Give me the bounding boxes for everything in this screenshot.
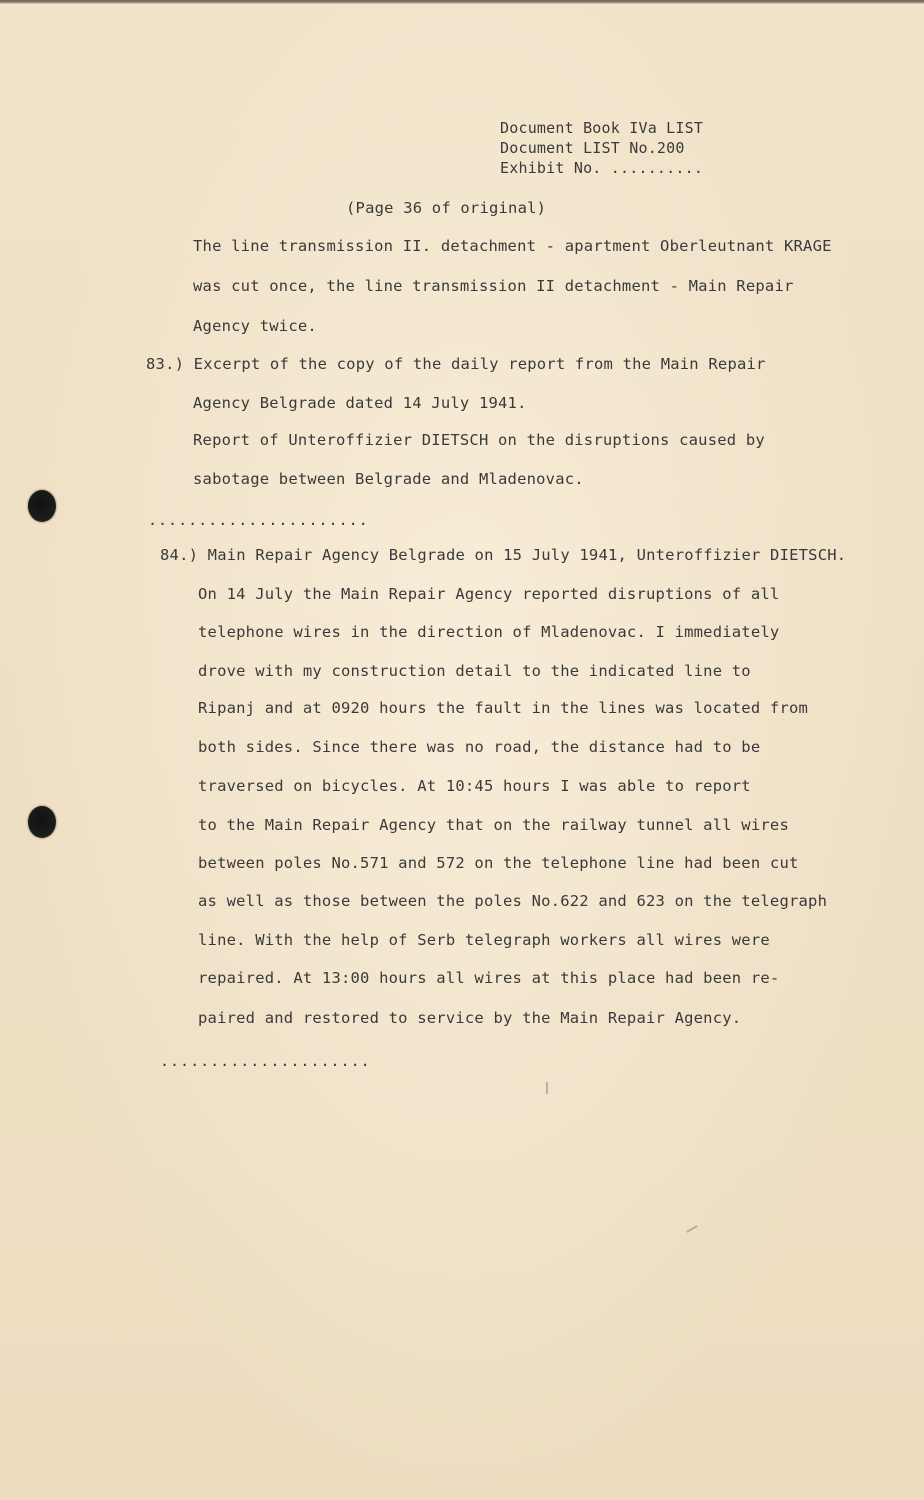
item-84-line: drove with my construction detail to the indicated line to	[198, 662, 751, 680]
item-84-line: to the Main Repair Agency that on the railway tunnel all wires	[198, 816, 789, 834]
header-exhibit-number: Exhibit No. ..........	[500, 159, 704, 177]
item-83-line: Agency Belgrade dated 14 July 1941.	[193, 394, 527, 412]
intro-line: Agency twice.	[193, 317, 317, 335]
item-84-line: as well as those between the poles No.622 and 623 on the telegraph	[198, 892, 828, 910]
item-83-line: Report of Unteroffizier DIETSCH on the disruptions caused by	[193, 431, 765, 449]
item-84-line: both sides. Since there was no road, the distance had to be	[198, 738, 761, 756]
punch-hole	[28, 490, 56, 522]
item-84-line: traversed on bicycles. At 10:45 hours I was able to report	[198, 777, 751, 795]
item-83-line: 83.) Excerpt of the copy of the daily report from the Main Repair	[146, 355, 766, 373]
item-84-line: Ripanj and at 0920 hours the fault in the lines was located from	[198, 699, 809, 717]
page-note: (Page 36 of original)	[346, 199, 547, 217]
header-document-number: Document LIST No.200	[500, 139, 685, 157]
item-84-line: On 14 July the Main Repair Agency reported disruptions of all	[198, 585, 780, 603]
punch-hole	[28, 806, 56, 838]
paper-speck	[686, 1225, 697, 1233]
item-84-line: paired and restored to service by the Main Repair Agency.	[198, 1009, 742, 1027]
end-separator: .....................	[160, 1052, 371, 1070]
item-84-line: line. With the help of Serb telegraph workers all wires were	[198, 931, 770, 949]
intro-line: was cut once, the line transmission II detachment - Main Repair	[193, 277, 794, 295]
item-84-line: repaired. At 13:00 hours all wires at this place had been re-	[198, 969, 780, 987]
item-84-line: between poles No.571 and 572 on the telephone line had been cut	[198, 854, 799, 872]
section-separator: ......................	[148, 511, 369, 529]
item-83-line: sabotage between Belgrade and Mladenovac.	[193, 470, 584, 488]
page-top-edge	[0, 0, 924, 4]
paper-speck	[546, 1082, 548, 1094]
header-document-book: Document Book IVa LIST	[500, 119, 704, 137]
intro-line: The line transmission II. detachment - apartment Oberleutnant KRAGE	[193, 237, 832, 255]
item-84-line: 84.) Main Repair Agency Belgrade on 15 July 1941, Unteroffizier DIETSCH.	[160, 546, 847, 564]
item-84-line: telephone wires in the direction of Mladenovac. I immediately	[198, 623, 780, 641]
